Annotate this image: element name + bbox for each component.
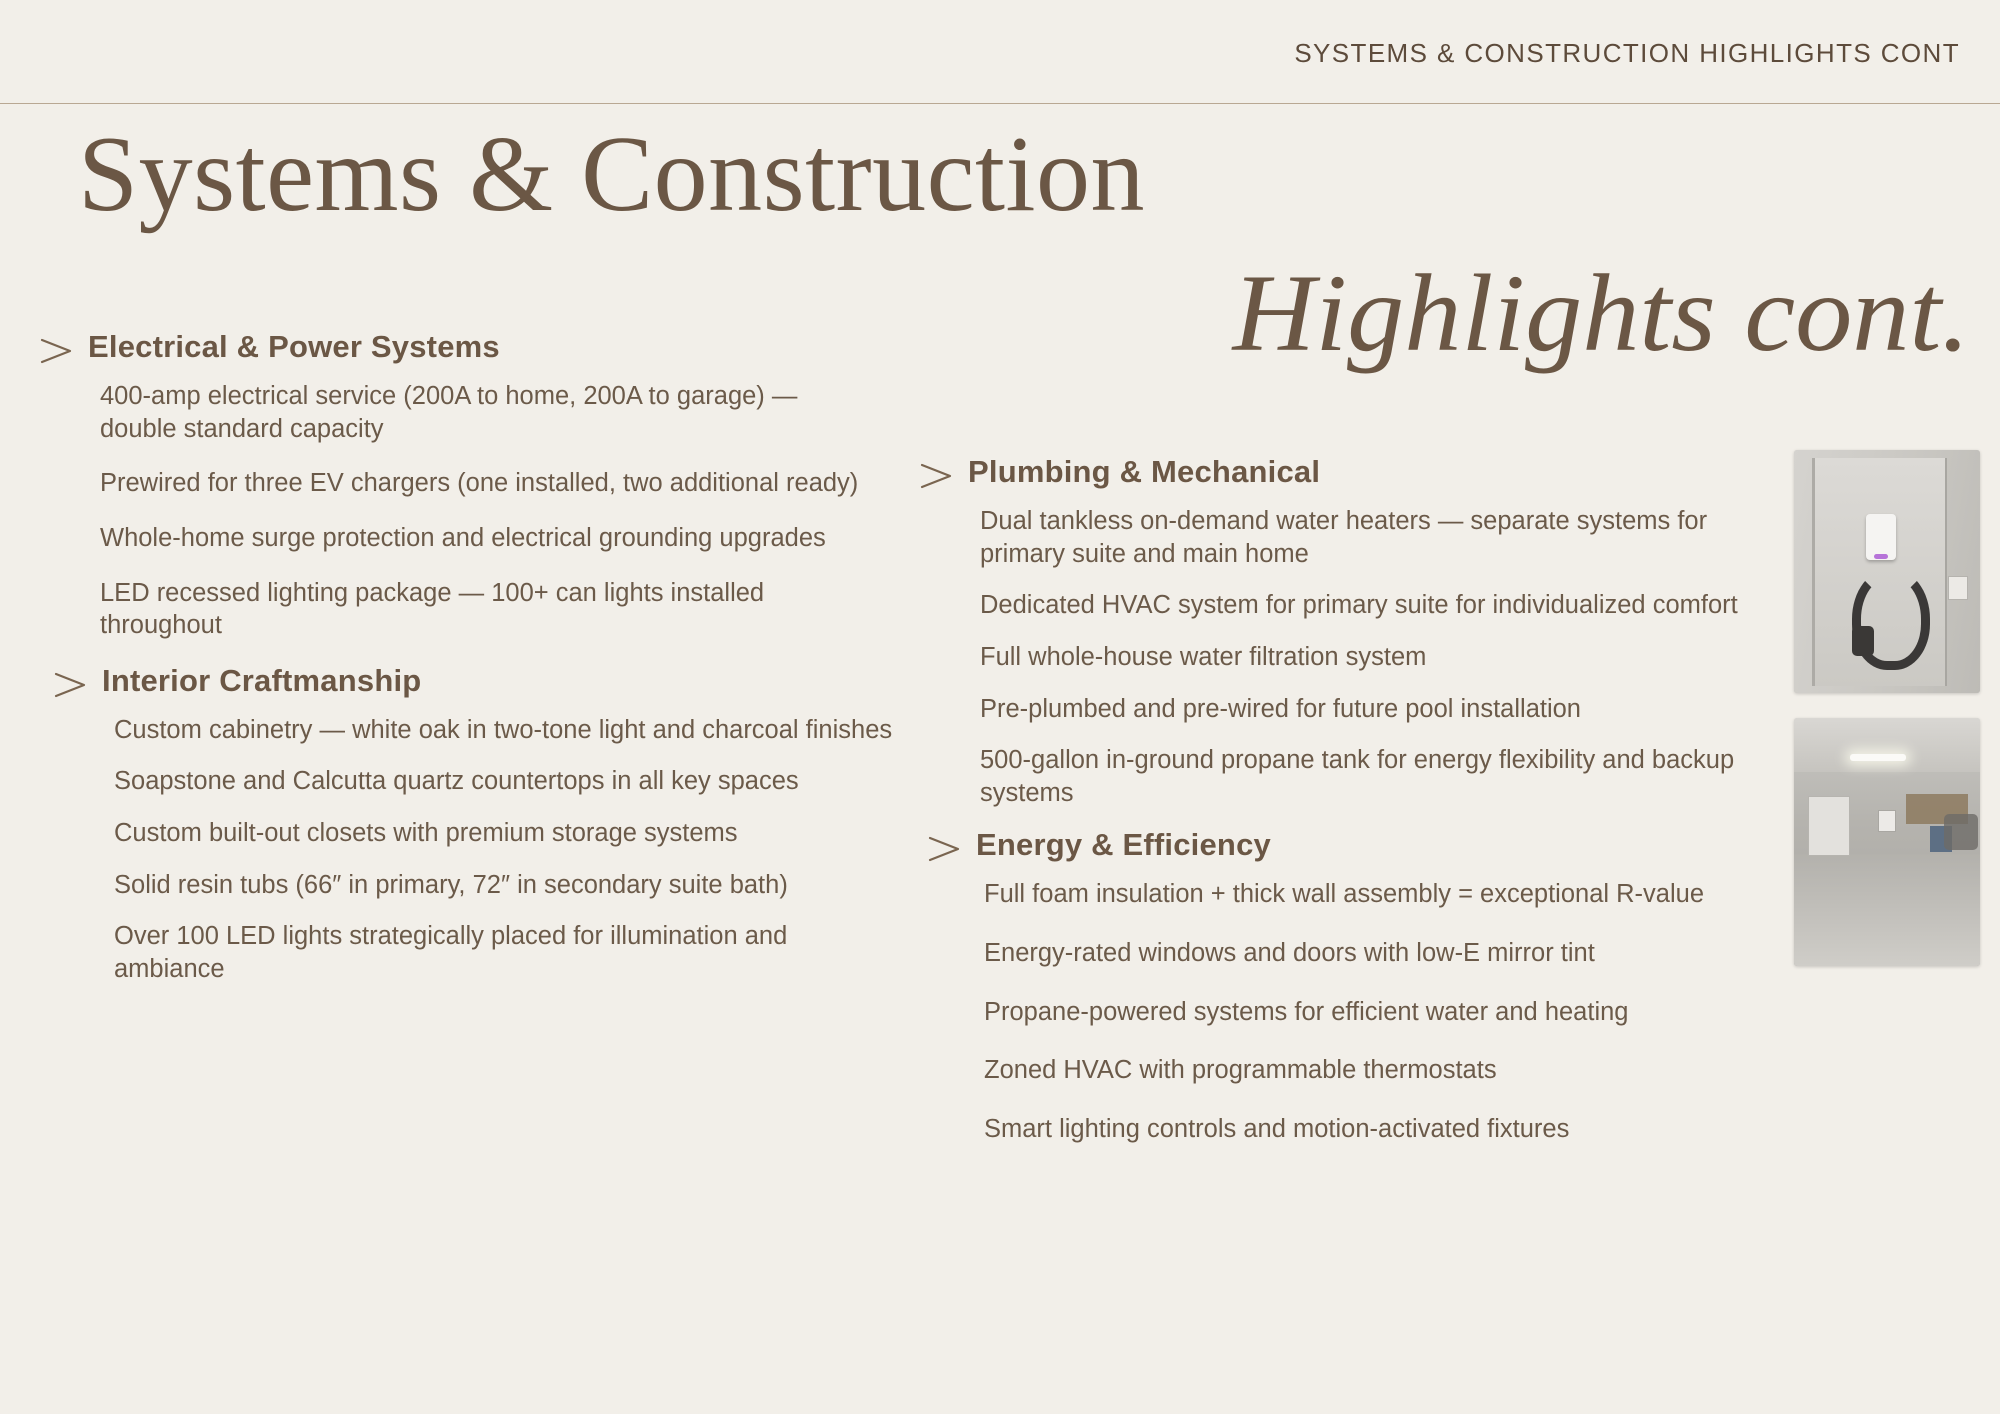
ev-charger-plug-icon: [1852, 626, 1874, 656]
list-item: 500-gallon in-ground propane tank for energy flexibility and backup systems: [980, 746, 1735, 807]
section-energy-efficiency: [920, 828, 1790, 1145]
wall-outlet-icon: [1948, 576, 1968, 600]
bullet-list: [920, 878, 1790, 1145]
list-item: Over 100 LED lights strategically placed for illumination and ambiance: [114, 922, 788, 983]
section-plumbing-mechanical: [920, 455, 1790, 809]
list-item: Full whole-house water filtration system: [980, 642, 1427, 671]
wall-sign-icon: [1878, 810, 1896, 832]
arrow-bullet-icon: [40, 336, 74, 366]
photo-ceiling: [1794, 718, 1980, 772]
page-title-line2: Highlights cont.: [1232, 252, 1970, 374]
list-item: Smart lighting controls and motion-activated fixtures: [984, 1114, 1570, 1143]
section-title: Electrical & Power Systems: [88, 329, 500, 364]
garage-door-icon: [1808, 796, 1850, 856]
list-item: Pre-plumbed and pre-wired for future pool installation: [980, 694, 1581, 723]
ceiling-light-icon: [1850, 754, 1906, 761]
list-item: Custom cabinetry — white oak in two-tone light and charcoal finishes: [114, 715, 893, 744]
vehicle-icon: [1944, 814, 1978, 850]
list-item: Dual tankless on-demand water heaters — separate systems for primary suite and main home: [980, 507, 1708, 568]
section-heading: [40, 664, 920, 700]
arrow-bullet-icon: [920, 461, 954, 491]
header-title: SYSTEMS & CONSTRUCTION HIGHLIGHTS CONT: [1294, 38, 1960, 68]
list-item: Full foam insulation + thick wall assembly = exceptional R-value: [984, 880, 1705, 909]
photo-ev-charger: [1794, 450, 1980, 693]
photo-floor: [1794, 854, 1980, 966]
list-item: Custom built-out closets with premium storage systems: [114, 819, 738, 847]
bullet-list: [920, 505, 1790, 809]
list-item: Energy-rated windows and doors with low-E mirror tint: [984, 939, 1595, 967]
section-heading: [40, 330, 920, 366]
left-column: [40, 330, 920, 1005]
section-interior-craftmanship: [40, 664, 920, 986]
section-title: Interior Craftmanship: [102, 662, 422, 698]
page-header: [0, 0, 2000, 104]
list-item: Zoned HVAC with programmable thermostats: [984, 1056, 1497, 1085]
list-item: LED recessed lighting package — 100+ can lights installed throughout: [100, 578, 765, 640]
list-item: Dedicated HVAC system for primary suite for individualized comfort: [980, 591, 1738, 620]
list-item: Whole-home surge protection and electrical grounding upgrades: [100, 523, 826, 552]
list-item: Propane-powered systems for efficient water and heating: [984, 997, 1629, 1026]
section-heading: [920, 455, 1790, 491]
list-item: 400-amp electrical service (200A to home, 200A to garage) — double standard capacity: [100, 382, 798, 443]
section-title: Plumbing & Mechanical: [968, 454, 1321, 489]
list-item: Solid resin tubs (66″ in primary, 72″ in secondary suite bath): [114, 870, 788, 899]
section-electrical: [40, 330, 920, 642]
arrow-bullet-icon: [54, 670, 88, 700]
list-item: Soapstone and Calcutta quartz countertops in all key spaces: [114, 767, 799, 796]
section-heading: [920, 828, 1790, 864]
bullet-list: [40, 714, 920, 986]
page-title-line1: Systems & Construction: [78, 115, 1146, 234]
ev-charger-led-icon: [1874, 554, 1888, 559]
arrow-bullet-icon: [928, 834, 962, 864]
bullet-list: [40, 380, 920, 642]
photo-garage-interior: [1794, 718, 1980, 966]
section-title: Energy & Efficiency: [976, 827, 1271, 863]
right-column: [920, 455, 1790, 1172]
list-item: Prewired for three EV chargers (one installed, two additional ready): [100, 469, 859, 498]
